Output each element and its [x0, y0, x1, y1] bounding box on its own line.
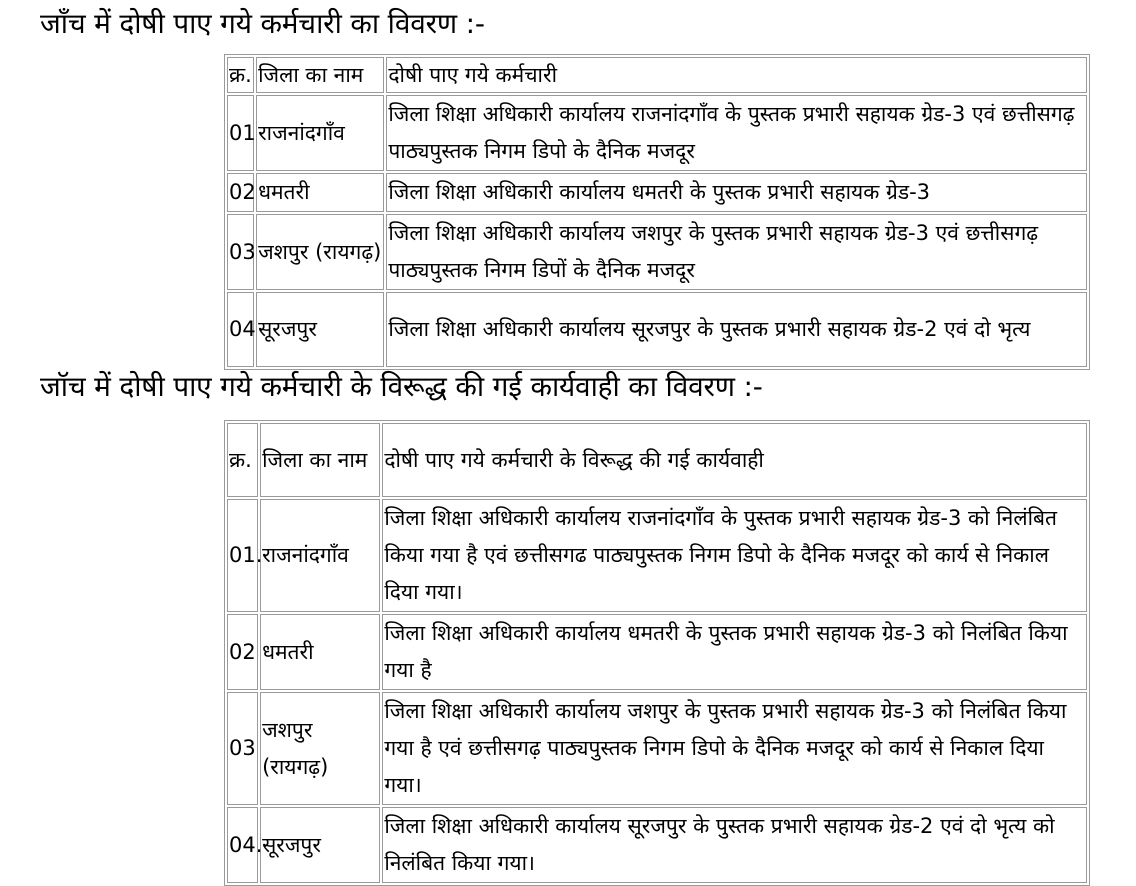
row-detail: जिला शिक्षा अधिकारी कार्यालय सूरजपुर के पुस्तक प्रभारी सहायक ग्रेड-2 एवं दो भृत्य को निलंबित किया गया। [382, 807, 1087, 883]
table-header-row [227, 423, 1087, 497]
header-serial: क्र. [227, 57, 254, 93]
table-header-row [227, 57, 1087, 93]
row-district: सूरजपुर [256, 292, 384, 367]
table-row [227, 499, 1087, 612]
row-detail: जिला शिक्षा अधिकारी कार्यालय सूरजपुर के पुस्तक प्रभारी सहायक ग्रेड-2 एवं दो भृत्य [386, 292, 1087, 367]
table-row [227, 292, 1087, 367]
table-row [227, 214, 1087, 290]
action-taken-table [224, 420, 1090, 886]
row-district: धमतरी [256, 173, 384, 212]
row-serial: 01 [227, 95, 254, 171]
row-detail: जिला शिक्षा अधिकारी कार्यालय धमतरी के पुस्तक प्रभारी सहायक ग्रेड-3 [386, 173, 1087, 212]
row-district: जशपुर (रायगढ़) [256, 214, 384, 290]
header-district: जिला का नाम [256, 57, 384, 93]
row-district: धमतरी [260, 614, 380, 690]
table-row [227, 614, 1087, 690]
row-detail: जिला शिक्षा अधिकारी कार्यालय राजनांदगाँव के पुस्तक प्रभारी सहायक ग्रेड-3 एवं छत्तीसगढ़ पाठ्यपुस्तक निगम डिपो के दैनिक मजदूर [386, 95, 1087, 171]
row-district: सूरजपुर [260, 807, 380, 883]
table-row [227, 807, 1087, 883]
section-1-heading: जाँच में दोषी पाए गये कर्मचारी का विवरण :- [40, 7, 485, 40]
row-serial: 01. [227, 499, 258, 612]
row-detail: जिला शिक्षा अधिकारी कार्यालय धमतरी के पुस्तक प्रभारी सहायक ग्रेड-3 को निलंबित किया गया है [382, 614, 1087, 690]
row-serial: 03 [227, 692, 258, 805]
row-detail: जिला शिक्षा अधिकारी कार्यालय राजनांदगाँव के पुस्तक प्रभारी सहायक ग्रेड-3 को निलंबित किया गया है एवं छत्तीसगढ पाठ्यपुस्तक निगम डिपो के दैनिक मजदूर को कार्य से निकाल दिया गया। [382, 499, 1087, 612]
header-action: दोषी पाए गये कर्मचारी के विरूद्ध की गई कार्यवाही [382, 423, 1087, 497]
row-serial: 04. [227, 807, 258, 883]
row-detail: जिला शिक्षा अधिकारी कार्यालय जशपुर के पुस्तक प्रभारी सहायक ग्रेड-3 एवं छत्तीसगढ़ पाठ्यपुस्तक निगम डिपों के दैनिक मजदूर [386, 214, 1087, 290]
row-serial: 03 [227, 214, 254, 290]
header-serial: क्र. [227, 423, 258, 497]
table-row [227, 95, 1087, 171]
culprit-employees-table [224, 54, 1090, 370]
header-employees: दोषी पाए गये कर्मचारी [386, 57, 1087, 93]
row-district: राजनांदगाँव [260, 499, 380, 612]
row-serial: 02 [227, 173, 254, 212]
row-district: जशपुर (रायगढ़) [260, 692, 380, 805]
table-row [227, 173, 1087, 212]
header-district: जिला का नाम [260, 423, 380, 497]
section-2-heading: जॉच में दोषी पाए गये कर्मचारी के विरूद्ध की गई कार्यवाही का विवरण :- [40, 370, 763, 403]
table-row [227, 692, 1087, 805]
row-serial: 04 [227, 292, 254, 367]
row-detail: जिला शिक्षा अधिकारी कार्यालय जशपुर के पुस्तक प्रभारी सहायक ग्रेड-3 को निलंबित किया गया है एवं छत्तीसगढ़ पाठ्यपुस्तक निगम डिपो के दैनिक मजदूर को कार्य से निकाल दिया गया। [382, 692, 1087, 805]
row-district: राजनांदगाँव [256, 95, 384, 171]
row-serial: 02 [227, 614, 258, 690]
